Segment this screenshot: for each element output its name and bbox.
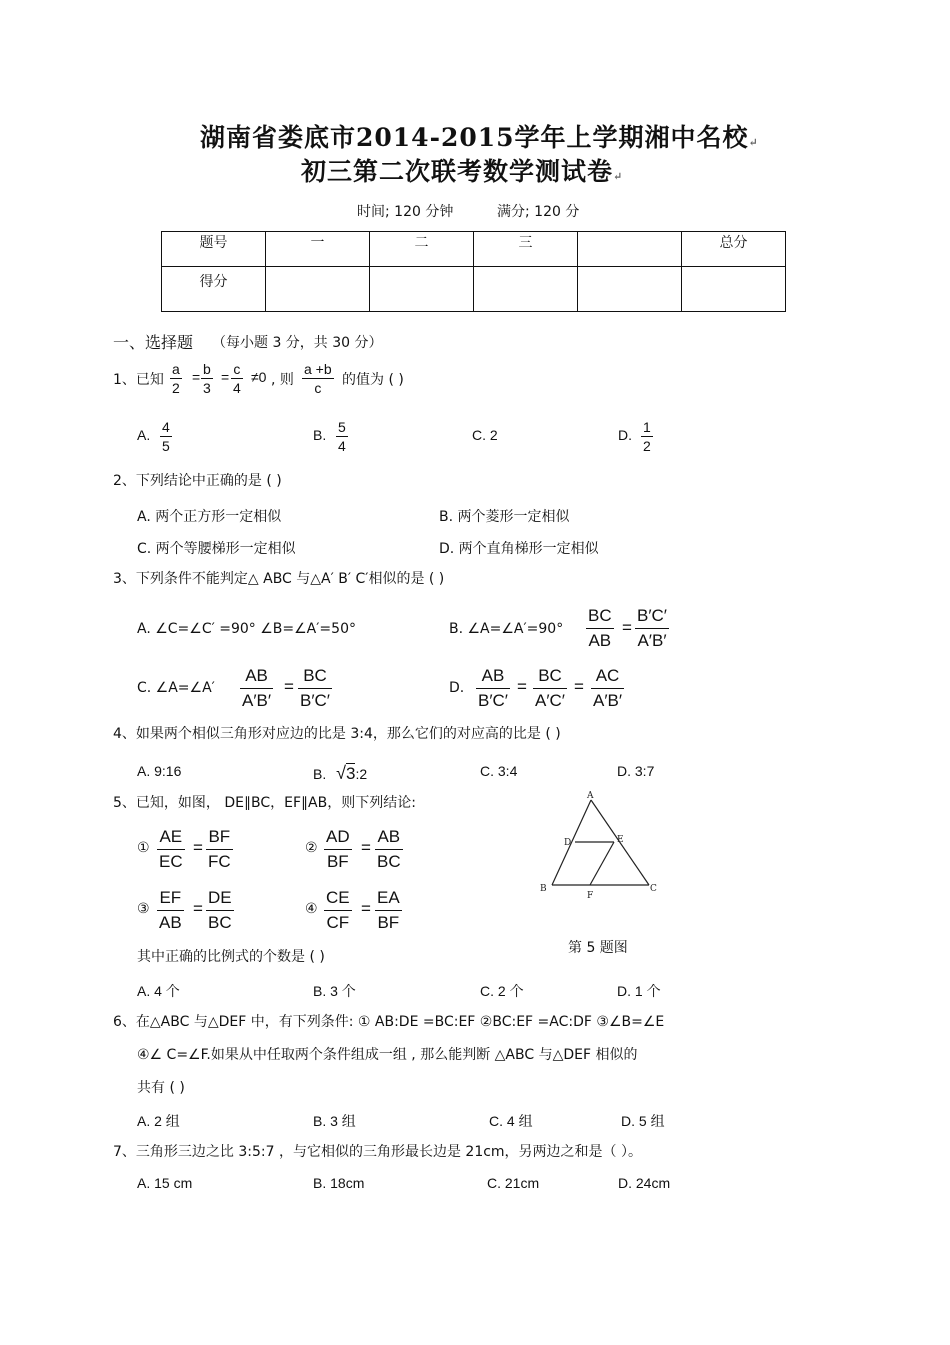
q1-fraction-target: $\frac{a +b}{c}$ bbox=[304, 361, 332, 396]
q6-stem-line-1: 6、在△ABC 与△DEF 中，有下列条件: ① AB:DE =BC:EF ②BC:EF =AC:DF ③∠B=∠E bbox=[113, 1014, 665, 1030]
q4-option-b: B. √3:2 bbox=[313, 763, 368, 783]
q1-option-d-fraction: $\frac{1}{2}$ bbox=[643, 419, 651, 454]
q7-option-d: D. 24cm bbox=[618, 1175, 671, 1191]
equals-sign: = bbox=[574, 677, 584, 696]
q1-tail: 的值为 ( ) bbox=[342, 372, 404, 388]
score-table-header-row bbox=[162, 232, 786, 267]
score-table-cell bbox=[266, 267, 370, 312]
q1-option-b-fraction: $\frac{5}{4}$ bbox=[338, 419, 346, 454]
segment-ef bbox=[590, 842, 614, 885]
q6-option-c: C. 4 组 bbox=[489, 1113, 533, 1129]
q4-stem: 4、如果两个相似三角形对应边的比是 3:4，那么它们的对应高的比是 ( ) bbox=[113, 726, 561, 742]
q1-prefix: 1、已知 bbox=[113, 372, 164, 388]
q3-stem: 3、下列条件不能判定△ ABC 与△A′ B′ C′相似的是 ( ) bbox=[113, 571, 445, 587]
q6-stem-line-2: ④∠ C=∠F.如果从中任取两个条件组成一组 , 那么能判断 △ABC 与△DEF 相似的 bbox=[137, 1047, 638, 1063]
score-table-cell: 得分 bbox=[162, 267, 266, 312]
equals-sign: = bbox=[284, 677, 294, 696]
q3-option-c: C. ∠A=∠A′ bbox=[137, 680, 215, 696]
equals-sign: = bbox=[193, 838, 203, 857]
q4-option-d: D. 3:7 bbox=[617, 763, 655, 779]
q3-b-fraction-2: $\frac{B'C'}{A'B'}$ bbox=[637, 606, 667, 650]
radicand: 3 bbox=[346, 764, 356, 783]
score-table-cell bbox=[474, 267, 578, 312]
point-label-f: F bbox=[587, 891, 594, 901]
point-label-d: D bbox=[564, 838, 572, 848]
q2-option-a: A. 两个正方形一定相似 bbox=[137, 509, 282, 525]
title-line-2: 初三第二次联考数学测试卷↵ bbox=[301, 157, 624, 186]
q5-s1-fraction-1: $\frac{AE}{EC}$ bbox=[159, 827, 183, 871]
title-line-1: 湖南省娄底市2014-2015学年上学期湘中名校↵ bbox=[200, 123, 759, 152]
q6-option-a: A. 2 组 bbox=[137, 1113, 180, 1129]
q7-option-b: B. 18cm bbox=[313, 1175, 365, 1191]
q5-option-c: C. 2 个 bbox=[480, 983, 524, 999]
q3-d-fraction-2: $\frac{BC}{A'C'}$ bbox=[535, 666, 565, 710]
q3-d-fraction-3: $\frac{AC}{A'B'}$ bbox=[593, 666, 623, 710]
figure-caption: 第 5 题图 bbox=[568, 940, 628, 956]
score-table-cell: 二 bbox=[370, 232, 474, 267]
score-table-cell: 一 bbox=[266, 232, 370, 267]
equals-sign: = bbox=[622, 618, 632, 637]
q1-fraction-a: $\frac{a}{2}$ bbox=[172, 361, 180, 396]
q5-statement-4-marker: ④ bbox=[305, 901, 318, 917]
point-label-a: A bbox=[587, 791, 594, 801]
score-table-cell bbox=[370, 267, 474, 312]
point-label-b: B bbox=[540, 884, 547, 894]
score-table-cell bbox=[578, 267, 682, 312]
q7-option-c: C. 21cm bbox=[487, 1175, 540, 1191]
q5-s1-fraction-2: $\frac{BF}{FC}$ bbox=[208, 827, 231, 871]
q3-option-d: D. bbox=[449, 680, 465, 696]
q5-s3-fraction-1: $\frac{EF}{AB}$ bbox=[159, 888, 182, 932]
q1-fraction-c: $\frac{c}{4}$ bbox=[233, 361, 241, 396]
q1-option-c: C. 2 bbox=[472, 427, 498, 443]
q5-s3-fraction-2: $\frac{DE}{BC}$ bbox=[208, 888, 232, 932]
q3-option-b: B. ∠A=∠A′=90° bbox=[449, 621, 564, 637]
exam-time: 时间; 120 分钟 bbox=[357, 204, 454, 220]
exam-full-score: 满分; 120 分 bbox=[497, 204, 580, 220]
q4-option-c: C. 3:4 bbox=[480, 763, 518, 779]
q5-s4-fraction-2: $\frac{EA}{BF}$ bbox=[377, 888, 400, 932]
equals-sign: = bbox=[192, 369, 201, 385]
q1-option-a-fraction: $\frac{4}{5}$ bbox=[162, 419, 170, 454]
q3-c-fraction-2: $\frac{BC}{B'C'}$ bbox=[300, 666, 330, 710]
q2-stem: 2、下列结论中正确的是 ( ) bbox=[113, 473, 282, 489]
q1-then: , 则 bbox=[271, 372, 294, 388]
q5-option-a: A. 4 个 bbox=[137, 983, 180, 999]
q1-option-a: A. bbox=[137, 427, 151, 443]
score-table-cell: 题号 bbox=[162, 232, 266, 267]
q5-option-b: B. 3 个 bbox=[313, 983, 356, 999]
q4-option-a: A. 9:16 bbox=[137, 763, 182, 779]
q5-stem: 5、已知，如图， DE∥BC，EF∥AB，则下列结论: bbox=[113, 795, 416, 811]
score-table-cell bbox=[578, 232, 682, 267]
q2-option-b: B. 两个菱形一定相似 bbox=[439, 509, 570, 525]
score-table-cell: 总分 bbox=[682, 232, 786, 267]
point-label-c: C bbox=[650, 884, 657, 894]
equals-sign: = bbox=[361, 838, 371, 857]
q5-statement-1-marker: ① bbox=[137, 840, 150, 856]
q5-triangle-figure bbox=[536, 790, 662, 906]
not-equal-zero: ≠0 bbox=[251, 369, 267, 385]
score-table-cell bbox=[682, 267, 786, 312]
q1-option-d: D. bbox=[618, 427, 632, 443]
section-note: （每小题 3 分，共 30 分） bbox=[212, 335, 383, 351]
q5-s2-fraction-1: $\frac{AD}{BF}$ bbox=[326, 827, 350, 871]
q2-option-c: C. 两个等腰梯形一定相似 bbox=[137, 541, 296, 557]
q3-c-fraction-1: $\frac{AB}{A'B'}$ bbox=[242, 666, 272, 710]
q1-fraction-b: $\frac{b}{3}$ bbox=[203, 361, 211, 396]
equals-sign: = bbox=[517, 677, 527, 696]
q5-count-question: 其中正确的比例式的个数是 ( ) bbox=[137, 949, 325, 965]
q3-option-a: A. ∠C=∠C′ =90° ∠B=∠A′=50° bbox=[137, 621, 356, 637]
q5-s4-fraction-1: $\frac{CE}{CF}$ bbox=[326, 888, 350, 932]
q5-statement-3-marker: ③ bbox=[137, 901, 150, 917]
q2-option-d: D. 两个直角梯形一定相似 bbox=[439, 541, 599, 557]
equals-sign: = bbox=[221, 369, 230, 385]
q6-option-d: D. 5 组 bbox=[621, 1113, 665, 1129]
point-label-e: E bbox=[617, 835, 624, 845]
score-table-score-row bbox=[162, 267, 786, 312]
q6-option-b: B. 3 组 bbox=[313, 1113, 356, 1129]
score-table-cell: 三 bbox=[474, 232, 578, 267]
q7-stem: 7、三角形三边之比 3:5:7 ，与它相似的三角形最长边是 21cm，另两边之和是（ ）。 bbox=[113, 1144, 643, 1160]
q3-b-fraction-1: $\frac{BC}{AB}$ bbox=[588, 606, 612, 650]
q1-option-b: B. bbox=[313, 427, 327, 443]
q5-option-d: D. 1 个 bbox=[617, 983, 661, 999]
q5-s2-fraction-2: $\frac{AB}{BC}$ bbox=[377, 827, 401, 871]
q6-stem-line-3: 共有 ( ) bbox=[137, 1080, 185, 1096]
sqrt-icon: √ bbox=[336, 763, 347, 783]
equals-sign: = bbox=[361, 899, 371, 918]
score-table bbox=[161, 231, 786, 312]
q5-statement-2-marker: ② bbox=[305, 840, 318, 856]
q7-option-a: A. 15 cm bbox=[137, 1175, 193, 1191]
equals-sign: = bbox=[193, 899, 203, 918]
section-title: 一、选择题 bbox=[113, 333, 194, 352]
q3-d-fraction-1: $\frac{AB}{B'C'}$ bbox=[478, 666, 508, 710]
